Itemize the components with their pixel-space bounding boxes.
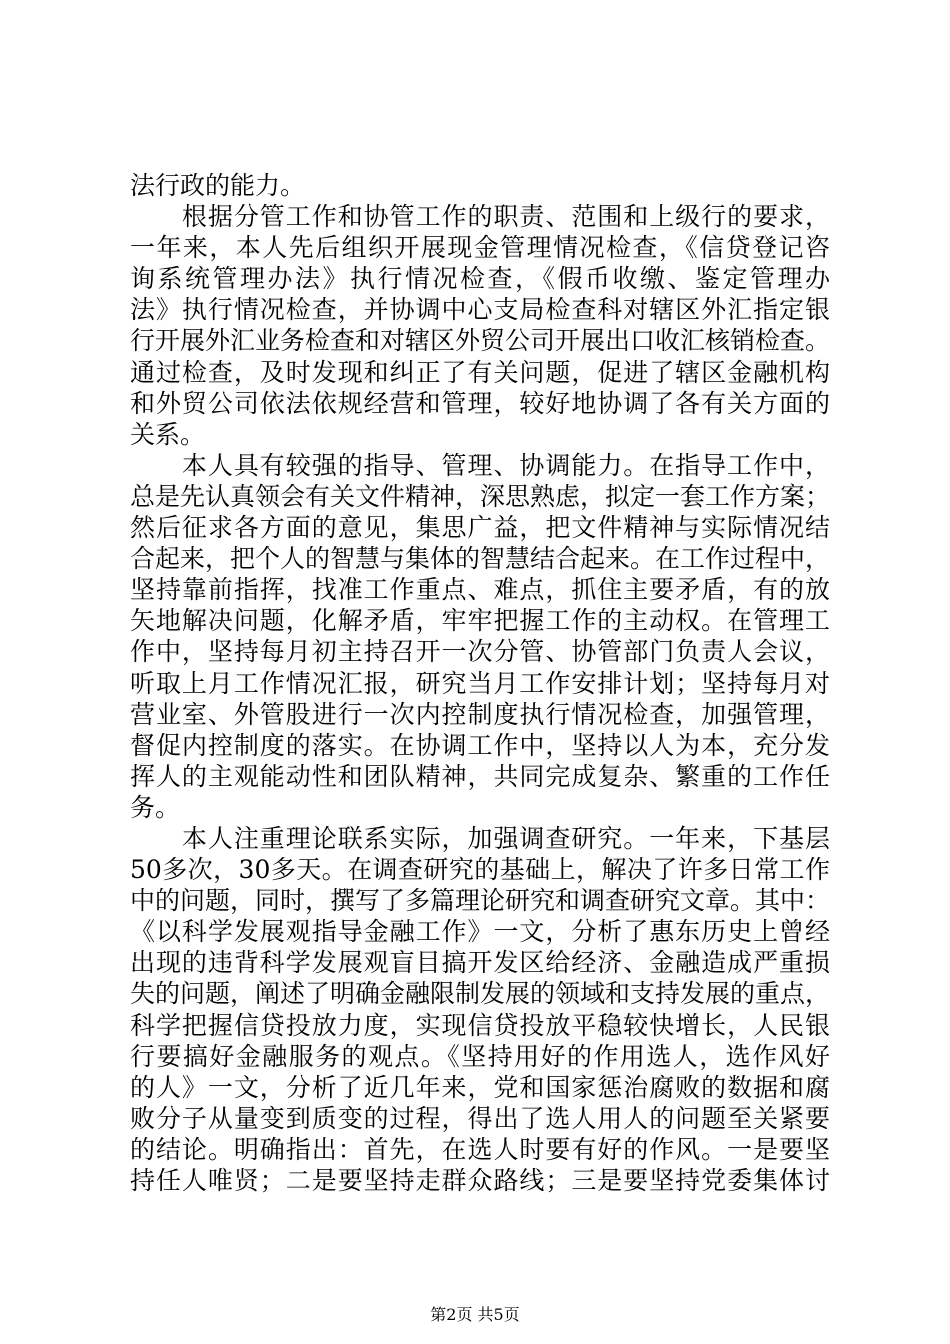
text-line: 关系。 (130, 419, 206, 449)
text-line: 法》执行情况检查，并协调中心支局检查科对辖区外汇指定银 (130, 295, 830, 325)
text-line: 作中，坚持每月初主持召开一次分管、协管部门负责人会议， (130, 637, 830, 667)
text-line: 挥人的主观能动性和团队精神，共同完成复杂、繁重的工作任 (130, 761, 830, 791)
text-line: 听取上月工作情况汇报，研究当月工作安排计划；坚持每月对 (130, 668, 830, 698)
text-line: 营业室、外管股进行一次内控制度执行情况检查，加强管理， (130, 699, 830, 729)
text-line: 《以科学发展观指导金融工作》一文，分析了惠东历史上曾经 (130, 917, 830, 947)
text-line: 通过检查，及时发现和纠正了有关问题，促进了辖区金融机构 (130, 357, 830, 387)
text-line: 坚持靠前指挥，找准工作重点、难点，抓住主要矛盾，有的放 (130, 575, 830, 605)
text-line: 督促内控制度的落实。在协调工作中，坚持以人为本，充分发 (130, 730, 830, 760)
text-line: 法行政的能力。 (130, 171, 306, 200)
text-line: 败分子从量变到质变的过程，得出了选人用人的问题至关紧要 (130, 1103, 830, 1133)
text-line: 本人注重理论联系实际，加强调查研究。一年来，下基层 (130, 823, 830, 853)
text-line: 本人具有较强的指导、管理、协调能力。在指导工作中， (130, 450, 830, 480)
text-line: 出现的违背科学发展观盲目搞开发区给经济、金融造成严重损 (130, 948, 830, 978)
text-line: 总是先认真领会有关文件精神，深思熟虑，拟定一套工作方案； (130, 481, 830, 511)
text-line: 然后征求各方面的意见，集思广益，把文件精神与实际情况结 (130, 513, 830, 543)
text-line: 中的问题，同时，撰写了多篇理论研究和调查研究文章。其中： (130, 886, 830, 916)
text-line: 矢地解决问题，化解矛盾，牢牢把握工作的主动权。在管理工 (130, 606, 830, 636)
text-line: 的结论。明确指出：首先，在选人时要有好的作风。一是要坚 (130, 1134, 830, 1164)
page-footer: 第2页 共5页 (430, 1305, 520, 1324)
text-line: 行开展外汇业务检查和对辖区外贸公司开展出口收汇核销检查。 (130, 326, 830, 356)
text-line: 根据分管工作和协管工作的职责、范围和上级行的要求， (130, 202, 830, 232)
text-line: 务。 (130, 792, 181, 822)
text-line: 询系统管理办法》执行情况检查，《假币收缴、鉴定管理办 (130, 264, 830, 294)
text-line: 的人》一文，分析了近几年来，党和国家惩治腐败的数据和腐 (130, 1072, 830, 1102)
text-line: 持任人唯贤；二是要坚持走群众路线；三是要坚持党委集体讨 (130, 1166, 830, 1195)
document-body (130, 170, 830, 1196)
text-line: 合起来，把个人的智慧与集体的智慧结合起来。在工作过程中， (130, 544, 830, 574)
text-line: 行要搞好金融服务的观点。《坚持用好的作用选人，选作风好 (130, 1041, 830, 1071)
text-line: 失的问题，阐述了明确金融限制发展的领域和支持发展的重点， (130, 979, 830, 1009)
text-line: 50多次，30多天。在调查研究的基础上，解决了许多日常工作 (130, 855, 830, 885)
text-line: 一年来，本人先后组织开展现金管理情况检查，《信贷登记咨 (130, 233, 830, 263)
text-line: 和外贸公司依法依规经营和管理，较好地协调了各有关方面的 (130, 388, 830, 418)
text-line: 科学把握信贷投放力度，实现信贷投放平稳较快增长，人民银 (130, 1010, 830, 1040)
